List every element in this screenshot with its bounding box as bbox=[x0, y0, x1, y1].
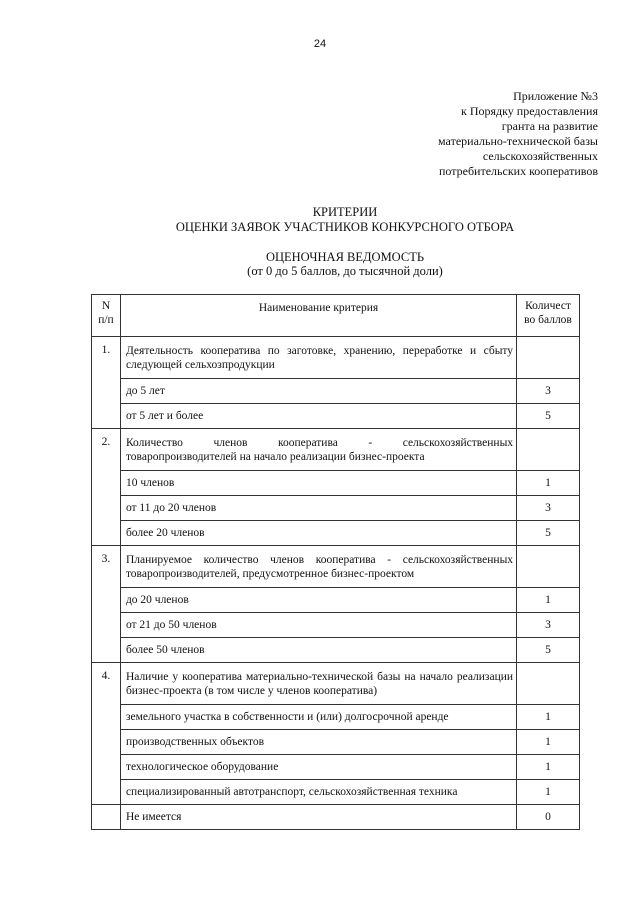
appendix-line: материально-технической базы bbox=[438, 134, 598, 148]
appendix-block bbox=[438, 89, 598, 179]
table-row bbox=[92, 588, 580, 613]
option-score: 1 bbox=[517, 471, 580, 496]
table-row bbox=[92, 613, 580, 638]
option-label: Не имеется bbox=[120, 805, 516, 830]
option-label: до 20 членов bbox=[120, 588, 516, 613]
option-score: 1 bbox=[517, 755, 580, 780]
table-row bbox=[92, 521, 580, 546]
page-number: 24 bbox=[313, 38, 327, 50]
section-title: Планируемое количество членов кооператива - сельскохозяйственных товаропроизводителей, предусмотренное бизнес-проектом bbox=[120, 546, 516, 588]
option-score: 3 bbox=[517, 496, 580, 521]
appendix-line: Приложение №3 bbox=[513, 89, 598, 103]
option-score: 3 bbox=[517, 379, 580, 404]
option-score: 1 bbox=[517, 705, 580, 730]
title-line-1: КРИТЕРИИ bbox=[312, 205, 378, 219]
score-cell-empty bbox=[517, 663, 580, 705]
option-label: более 20 членов bbox=[120, 521, 516, 546]
score-cell-empty bbox=[517, 546, 580, 588]
table-header-row bbox=[92, 295, 580, 337]
score-cell-empty bbox=[517, 337, 580, 379]
subtitle-line-1: ОЦЕНОЧНАЯ ВЕДОМОСТЬ bbox=[265, 250, 425, 264]
table-row bbox=[92, 404, 580, 429]
appendix-line: потребительских кооперативов bbox=[438, 164, 598, 178]
table-row bbox=[92, 663, 580, 705]
option-score: 1 bbox=[517, 730, 580, 755]
option-score: 1 bbox=[517, 780, 580, 805]
subtitle-line-2: (от 0 до 5 баллов, до тысячной доли) bbox=[247, 264, 443, 278]
option-label: от 11 до 20 членов bbox=[120, 496, 516, 521]
table-row bbox=[92, 471, 580, 496]
header-score: Количест во баллов bbox=[517, 295, 580, 337]
header-num: N п/п bbox=[92, 295, 121, 337]
option-label: более 50 членов bbox=[120, 638, 516, 663]
table-row bbox=[92, 805, 580, 830]
option-label: 10 членов bbox=[120, 471, 516, 496]
option-score: 5 bbox=[517, 638, 580, 663]
table-row bbox=[92, 730, 580, 755]
option-score: 0 bbox=[517, 805, 580, 830]
section-number: 2. bbox=[92, 429, 121, 546]
appendix-line: к Порядку предоставления bbox=[460, 104, 598, 118]
table-row bbox=[92, 546, 580, 588]
title-line-2: ОЦЕНКИ ЗАЯВОК УЧАСТНИКОВ КОНКУРСНОГО ОТБОРА bbox=[175, 220, 515, 234]
score-cell-empty bbox=[517, 429, 580, 471]
section-number: 4. bbox=[92, 663, 121, 805]
table-row bbox=[92, 429, 580, 471]
table-row bbox=[92, 705, 580, 730]
table-row bbox=[92, 496, 580, 521]
criteria-table bbox=[91, 294, 580, 830]
table-row bbox=[92, 638, 580, 663]
appendix-line: сельскохозяйственных bbox=[482, 149, 598, 163]
option-score: 3 bbox=[517, 613, 580, 638]
option-label: до 5 лет bbox=[120, 379, 516, 404]
section-title: Наличие у кооператива материально-технической базы на начало реализации бизнес-проекта (в том числе у членов кооператива) bbox=[120, 663, 516, 705]
option-label: технологическое оборудование bbox=[120, 755, 516, 780]
appendix-line: гранта на развитие bbox=[501, 119, 598, 133]
empty-num-cell bbox=[92, 805, 121, 830]
section-number: 1. bbox=[92, 337, 121, 429]
table-row bbox=[92, 755, 580, 780]
section-title: Количество членов кооператива - сельскохозяйственных товаропроизводителей на начало реализации бизнес-проекта bbox=[120, 429, 516, 471]
section-number: 3. bbox=[92, 546, 121, 663]
option-label: земельного участка в собственности и (или) долгосрочной аренде bbox=[120, 705, 516, 730]
option-score: 1 bbox=[517, 588, 580, 613]
option-label: от 21 до 50 членов bbox=[120, 613, 516, 638]
document-subtitle bbox=[0, 250, 640, 278]
document-title bbox=[0, 205, 640, 235]
option-score: 5 bbox=[517, 521, 580, 546]
option-label: производственных объектов bbox=[120, 730, 516, 755]
table-row bbox=[92, 379, 580, 404]
table-row bbox=[92, 337, 580, 379]
section-title: Деятельность кооператива по заготовке, хранению, переработке и сбыту следующей сельхозпродукции bbox=[120, 337, 516, 379]
option-label: от 5 лет и более bbox=[120, 404, 516, 429]
option-score: 5 bbox=[517, 404, 580, 429]
option-label: специализированный автотранспорт, сельскохозяйственная техника bbox=[120, 780, 516, 805]
header-name: Наименование критерия bbox=[120, 295, 516, 337]
table-row bbox=[92, 780, 580, 805]
